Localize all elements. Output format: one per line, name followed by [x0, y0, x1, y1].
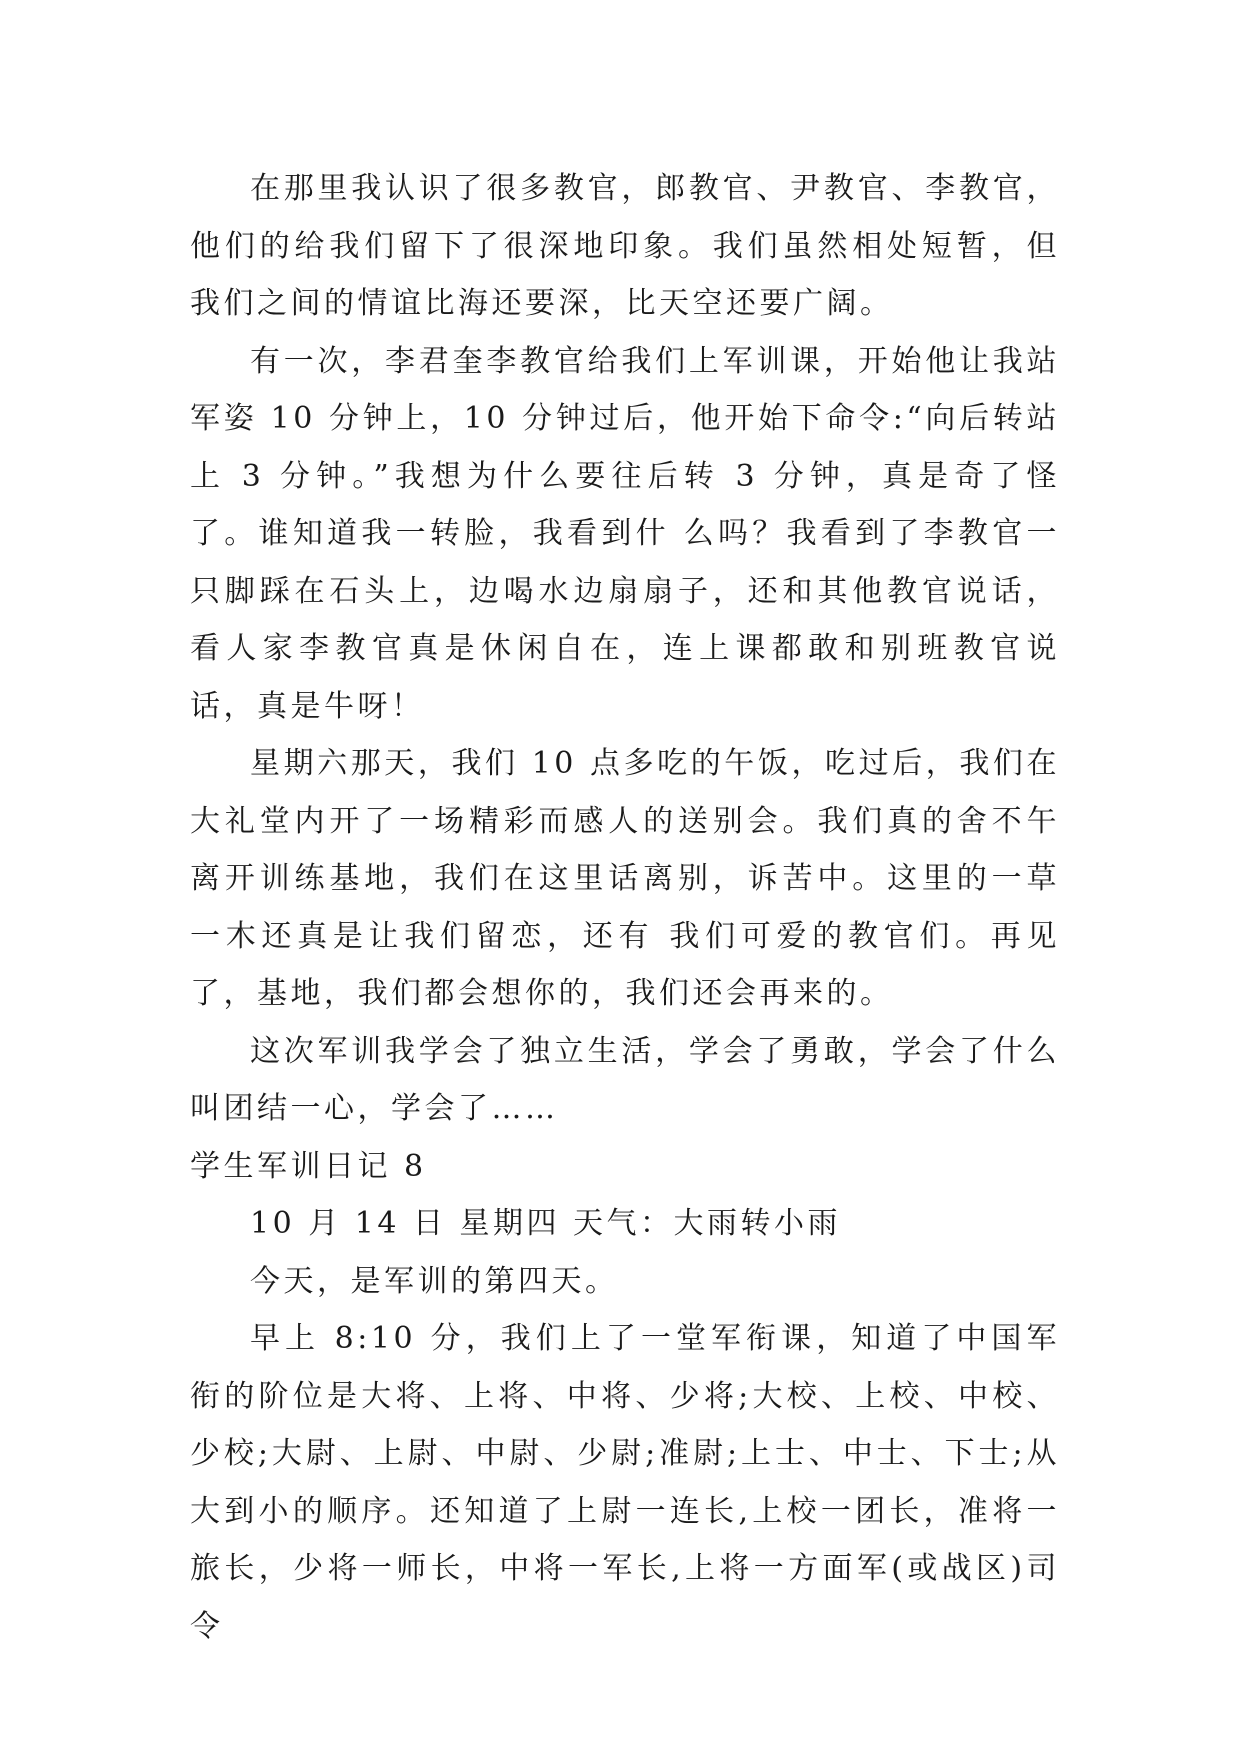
- paragraph-military-ranks: 早上 8:10 分，我们上了一堂军衔课，知道了中国军衔的阶位是大将、上将、中将、少将;大校、上校、中校、少校;大尉、上尉、中尉、少尉;准尉;上士、中士、下士;从大到小的顺序。还知道了上尉一连长,上校一团长，准将一旅长，少将一师长，中将一军长,上将一方面军(或战区)司令: [190, 1321, 1060, 1644]
- document-body: [190, 160, 1060, 1655]
- paragraph-date-weather: 10 月 14 日 星期四 天气：大雨转小雨: [250, 1206, 842, 1241]
- paragraph-farewell: 星期六那天，我们 10 点多吃的午饭，吃过后，我们在大礼堂内开了一场精彩而感人的送别会。我们真的舍不午离开训练基地，我们在这里话离别，诉苦中。这里的一草一木还真是让我们留恋，还有 我们可爱的教官们。再见了，基地，我们都会想你的，我们还会再来的。: [190, 746, 1060, 1011]
- paragraph-lessons-learned: 这次军训我学会了独立生活，学会了勇敢，学会了什么叫团结一心，学会了……: [190, 1033, 1060, 1126]
- section-title: 学生军训日记 8: [190, 1148, 427, 1184]
- paragraph-fourth-day: 今天，是军训的第四天。: [250, 1263, 619, 1299]
- paragraph-training-class: 有一次，李君奎李教官给我们上军训课，开始他让我站军姿 10 分钟上，10 分钟过后，他开始下命令:“向后转站上 3 分钟。”我想为什么要往后转 3 分钟，真是奇了怪了。谁知道我一转脸，我看到什 么吗？我看到了李教官一只脚踩在石头上，边喝水边扇扇子，还和其他教官说话，看人家李教官真是休闲自在，连上课都敢和别班教官说话，真是牛呀！: [190, 343, 1060, 724]
- paragraph-instructors: 在那里我认识了很多教官，郎教官、尹教官、李教官，他们的给我们留下了很深地印象。我们虽然相处短暂，但我们之间的情谊比海还要深，比天空还要广阔。: [190, 171, 1060, 321]
